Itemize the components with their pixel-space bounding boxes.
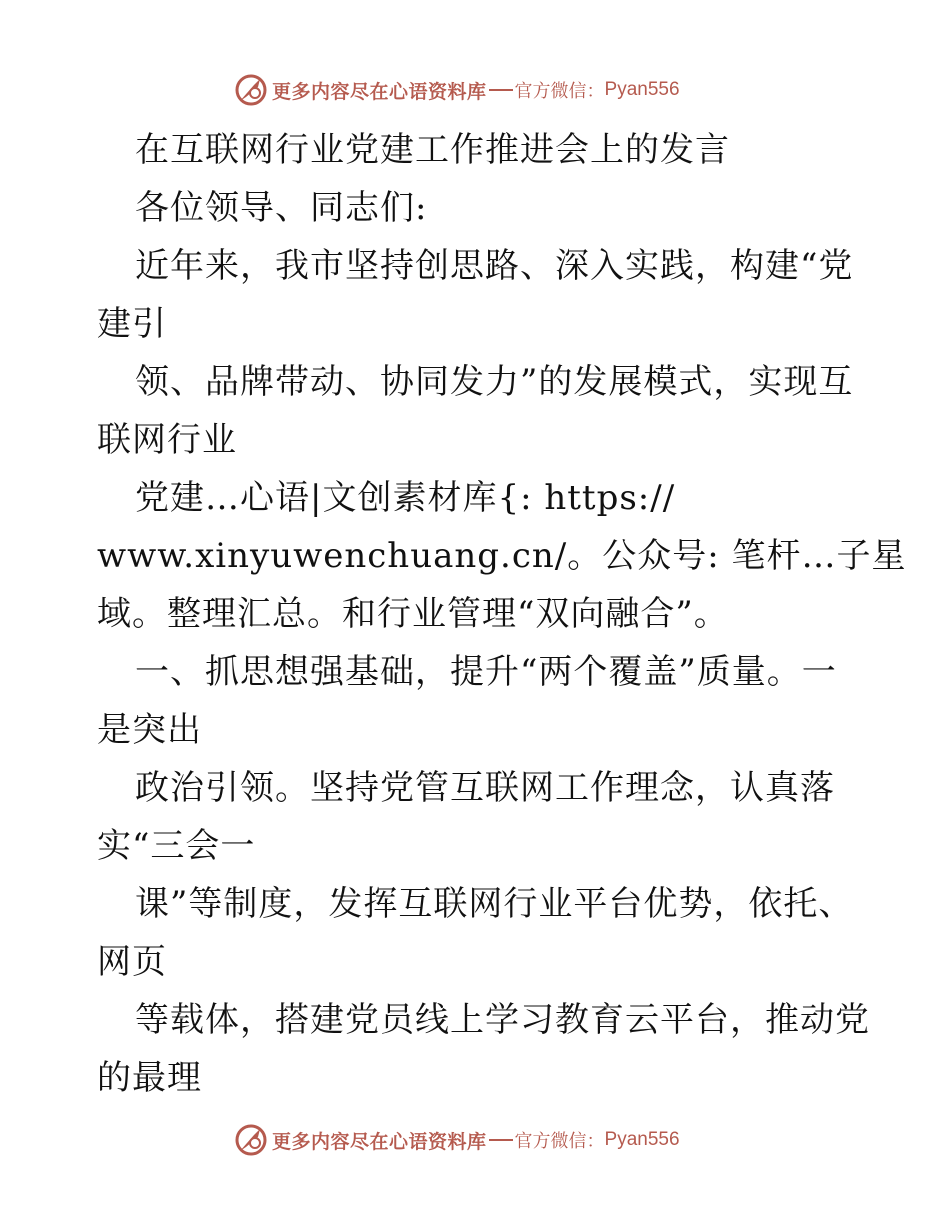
text-line: 党建…心语|文创素材库{: https:// xyxy=(135,478,676,518)
quill-logo-icon xyxy=(234,1123,268,1157)
text-line: 等载体，搭建党员线上学习教育云平台，推动党 xyxy=(135,1000,870,1040)
text-line: www.xinyuwenchuang.cn/。公众号: 笔杆…子星 xyxy=(97,536,907,576)
banner-wechat-id: Pyan556 xyxy=(604,1129,680,1150)
text-line: 联网行业 xyxy=(97,420,237,460)
text-line: 实“三会一 xyxy=(97,826,256,866)
quill-logo-icon xyxy=(234,73,268,107)
banner-dash xyxy=(489,1139,513,1141)
document-title: 在互联网行业党建工作推进会上的发言 xyxy=(135,130,730,170)
document-body xyxy=(97,121,907,1107)
text-line: 是突出 xyxy=(97,710,202,750)
text-line: 政治引领。坚持党管互联网工作理念，认真落 xyxy=(135,768,835,808)
banner-wechat-label: 官方微信： xyxy=(514,81,605,102)
salutation: 各位领导、同志们: xyxy=(135,188,428,228)
banner-wechat-id: Pyan556 xyxy=(604,79,680,100)
banner-title: 更多内容尽在心语资料库 xyxy=(272,1130,487,1153)
text-line: 域。整理汇总。和行业管理“双向融合”。 xyxy=(97,594,729,634)
text-line: 网页 xyxy=(97,942,167,982)
footer-banner xyxy=(234,1120,680,1160)
section-heading: 一、抓思想强基础，提升“两个覆盖”质量。一 xyxy=(135,652,837,692)
text-line: 的最理 xyxy=(97,1058,202,1098)
text-line: 近年来，我市坚持创思路、深入实践，构建“党 xyxy=(135,246,854,286)
text-line: 领、品牌带动、协同发力”的发展模式，实现互 xyxy=(135,362,854,402)
banner-wechat-label: 官方微信： xyxy=(514,1131,605,1152)
text-line: 建引 xyxy=(97,304,167,344)
banner-title: 更多内容尽在心语资料库 xyxy=(272,80,487,103)
header-banner xyxy=(234,70,680,110)
banner-dash xyxy=(489,89,513,91)
text-line: 课”等制度，发挥互联网行业平台优势，依托、 xyxy=(135,884,854,924)
